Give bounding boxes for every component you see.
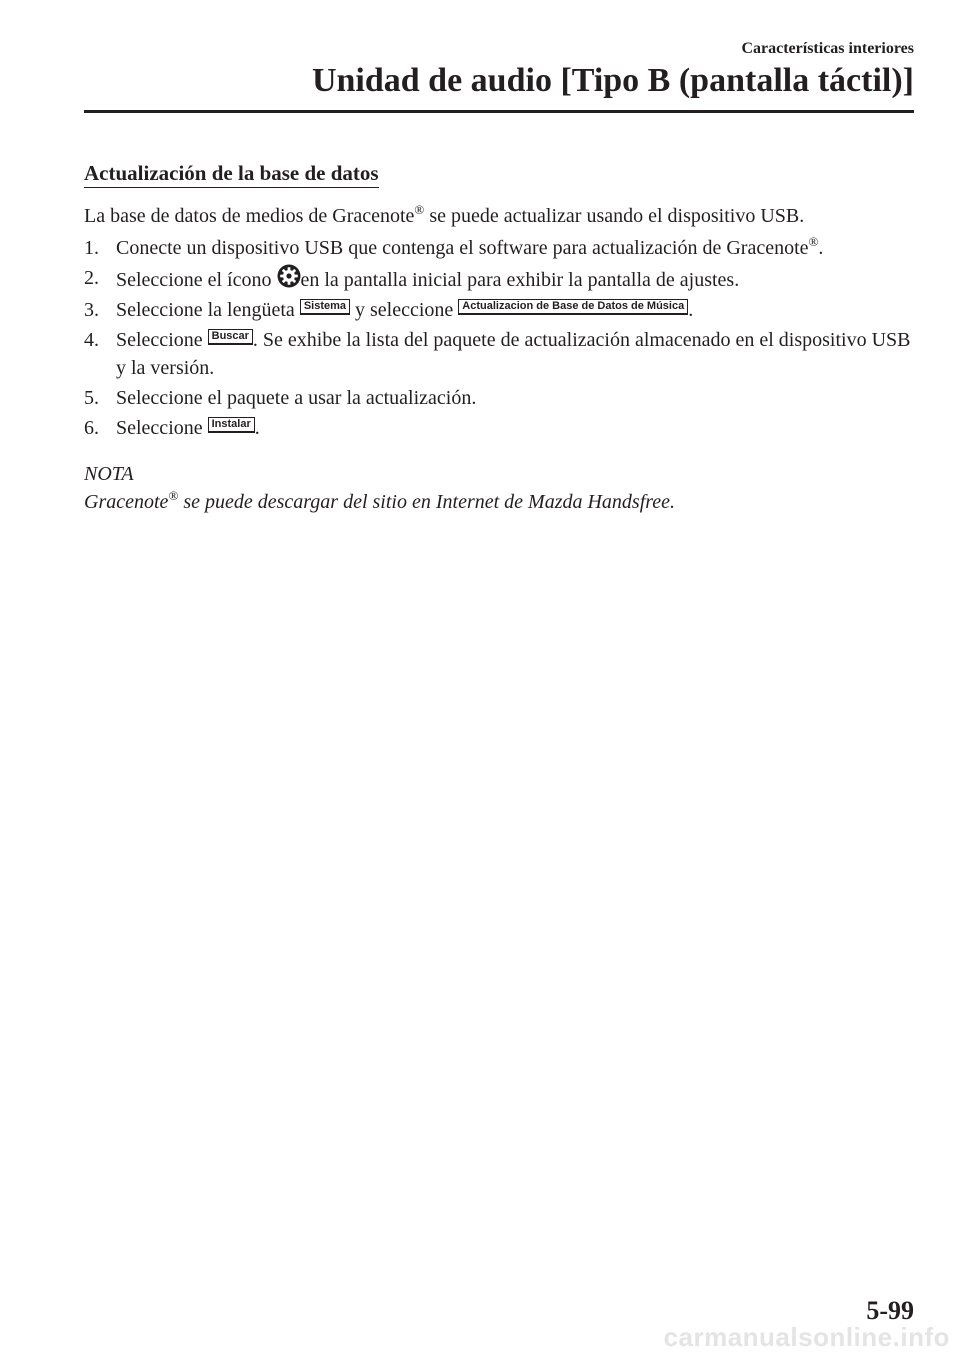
intro-text: La base de datos de medios de Gracenote	[84, 205, 415, 227]
step-number: 1.	[84, 237, 99, 259]
step-text-end: en la pantalla inicial para exhibir la pantalla de ajustes.	[300, 269, 740, 291]
step-1	[84, 234, 914, 262]
note-text	[84, 488, 914, 516]
step-text: Seleccione la lengüeta	[116, 299, 295, 321]
step-text: Seleccione el ícono	[116, 269, 272, 291]
intro-paragraph	[84, 202, 914, 230]
registered-mark: ®	[414, 202, 425, 217]
step-4	[84, 326, 914, 382]
note-text-end: se puede descargar del sitio en Internet de Mazda Handsfree.	[178, 491, 676, 513]
step-2	[84, 264, 914, 294]
step-text-end: .	[818, 237, 824, 259]
step-number: 3.	[84, 299, 99, 321]
step-number: 5.	[84, 387, 99, 409]
step-text: Conecte un dispositivo USB que contenga el software para actualización de Gracenote	[116, 237, 809, 259]
step-5	[84, 384, 914, 412]
watermark: carmanualsonline.info	[663, 1322, 950, 1352]
step-text-mid: y seleccione	[350, 299, 459, 321]
instalar-button: Instalar	[208, 417, 255, 433]
gear-icon	[277, 264, 301, 288]
step-text-end: .	[254, 417, 260, 439]
registered-mark: ®	[808, 234, 819, 249]
step-text: Seleccione	[116, 417, 203, 439]
registered-mark: ®	[168, 488, 179, 503]
buscar-button: Buscar	[208, 329, 253, 345]
step-number: 4.	[84, 329, 99, 351]
content	[84, 160, 914, 516]
note-text-start: Gracenote	[84, 491, 169, 513]
step-text-end: .	[688, 299, 694, 321]
actualizacion-database-button: Actualizacion de Base de Datos de Música	[458, 299, 688, 315]
intro-text-end: se puede actualizar usando el dispositivo USB.	[424, 205, 805, 227]
header-rule	[84, 110, 914, 113]
steps-list	[84, 234, 914, 442]
step-6	[84, 414, 914, 442]
header-section: Características interiores	[741, 40, 914, 57]
page-title: Unidad de audio [Tipo B (pantalla táctil)]	[311, 62, 914, 99]
step-number: 6.	[84, 417, 99, 439]
section-heading: Actualización de la base de datos	[84, 161, 379, 188]
step-text: Seleccione el paquete a usar la actualización.	[116, 387, 477, 409]
note-label: NOTA	[84, 463, 134, 485]
page-number: 5-99	[866, 1296, 914, 1325]
step-3	[84, 296, 914, 324]
step-text-end: . Se exhibe la lista del paquete de actualización almacenado en el dispositivo USB y la versión.	[116, 329, 911, 379]
step-text: Seleccione	[116, 329, 203, 351]
sistema-tab-button: Sistema	[300, 299, 350, 315]
step-number: 2.	[84, 267, 99, 289]
